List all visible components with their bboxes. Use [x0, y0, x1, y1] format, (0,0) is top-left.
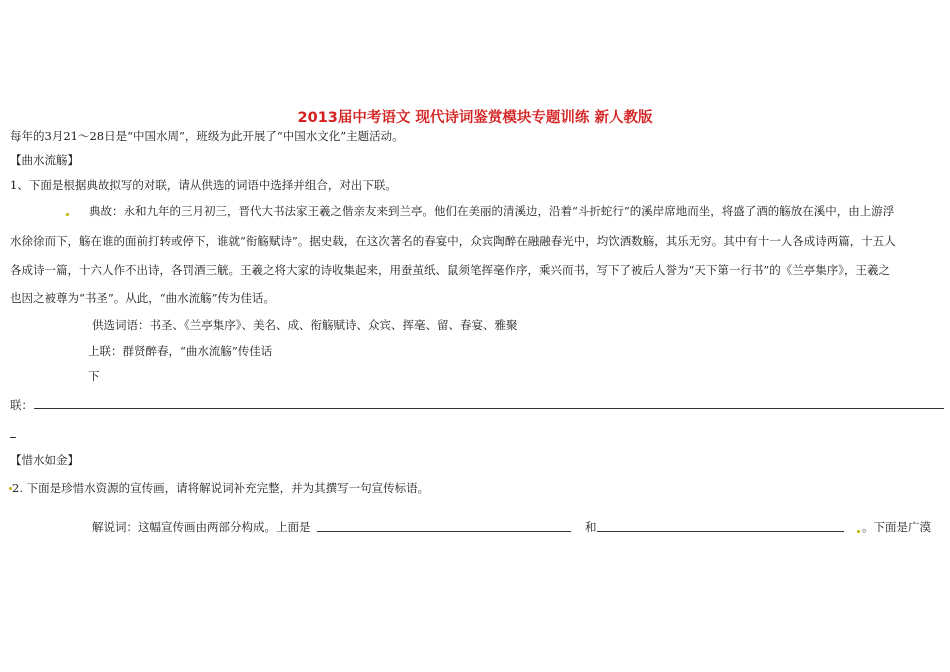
word-options: 供选词语：书圣、《兰亭集序》、美名、成、衔觞赋诗、众宾、挥毫、留、春宴、雅聚: [92, 318, 518, 332]
explain-suffix: 。下面是广漠: [862, 520, 931, 534]
explain-and: 和: [585, 520, 597, 534]
story-line-1: 典故：永和九年的三月初三，晋代大书法家王羲之偕亲友来到兰亭。他们在美丽的清溪边，沿着“斗折蛇行”的溪岸席地而坐，将盛了酒的觞放在溪中，由上游浮: [89, 204, 895, 218]
section-heading-xishui: 【惜水如金】: [10, 453, 79, 467]
question-1: 1、下面是根据典故拟写的对联，请从供选的词语中选择并组合，对出下联。: [10, 178, 397, 192]
lower-couplet-prefix: 下: [88, 369, 100, 383]
lower-couplet-answer-blank[interactable]: [34, 408, 944, 409]
section-heading-qushui: 【曲水流觞】: [10, 153, 79, 167]
document-title: 2013届中考语文 现代诗词鉴赏模块专题训练 新人教版: [297, 110, 653, 126]
explain-blank-2[interactable]: [597, 531, 844, 532]
question-2: 2. 下面是珍惜水资源的宣传画，请将解说词补充完整，并为其撰写一句宣传标语。: [12, 481, 430, 495]
story-line-4: 也因之被尊为“书圣”。从此，“曲水流觞”传为佳话。: [10, 291, 276, 305]
explain-prefix: 解说词：这幅宣传画由两部分构成。上面是: [92, 520, 311, 534]
upper-couplet: 上联：群贤醉春，“曲水流觞”传佳话: [88, 344, 273, 358]
marker-dot: [857, 530, 860, 533]
dash-mark: [10, 437, 16, 438]
marker-dot: [66, 213, 69, 216]
explain-blank-1[interactable]: [317, 531, 571, 532]
intro-text: 每年的3月21～28日是“中国水周”，班级为此开展了“中国水文化”主题活动。: [10, 129, 404, 143]
story-line-2: 水徐徐而下，觞在谁的面前打转或停下，谁就“衔觞赋诗”。据史载，在这次著名的春宴中，众宾陶醉在融融春光中，均饮酒数觞，其乐无穷。其中有十一人各成诗两篇，十五人: [10, 234, 896, 248]
story-line-3: 各成诗一篇，十六人作不出诗，各罚酒三觥。王羲之将大家的诗收集起来，用蚕茧纸、鼠须笔挥毫作序，乘兴而书，写下了被后人誉为“天下第一行书”的《兰亭集序》，王羲之: [10, 263, 890, 277]
lower-couplet-label: 联：: [10, 398, 33, 412]
